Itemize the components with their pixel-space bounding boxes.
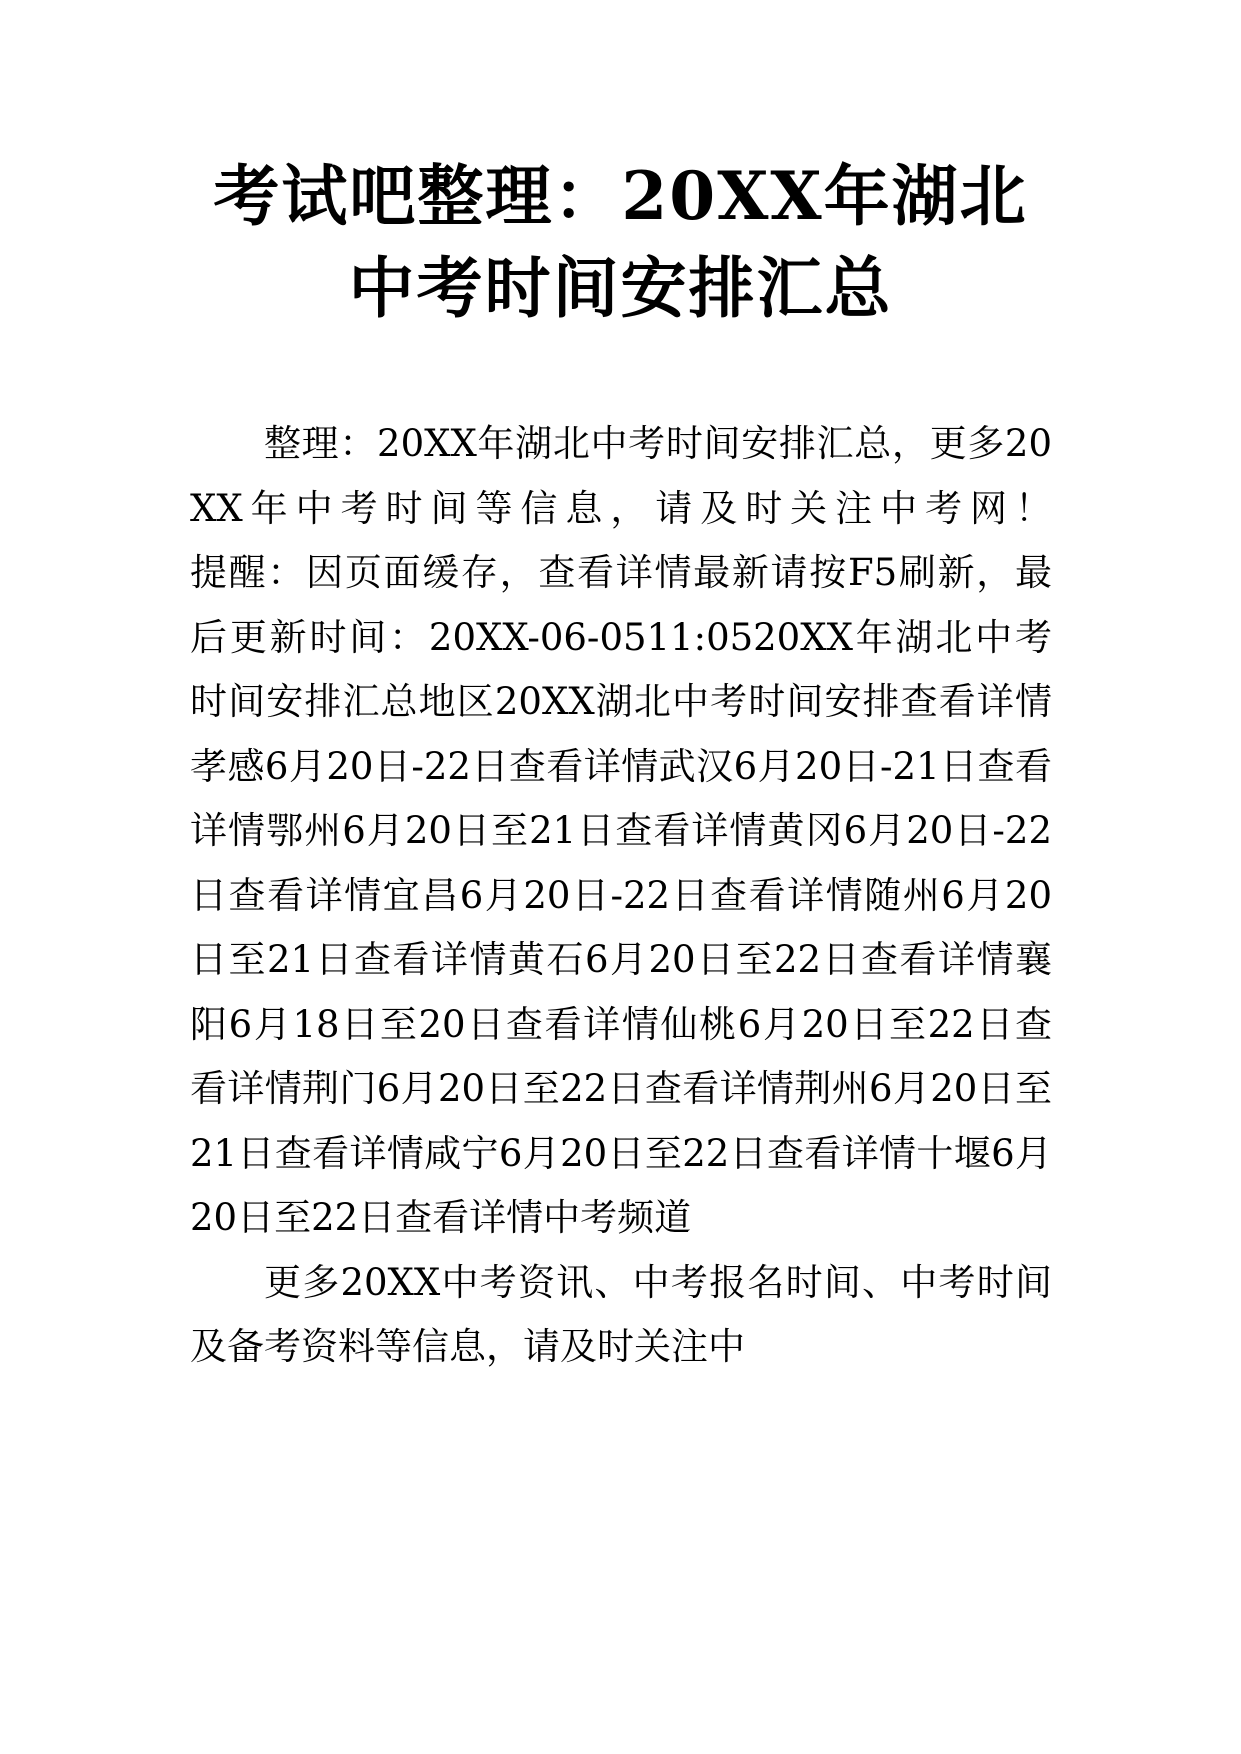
title-line-1: 考试吧整理：20XX年湖北 bbox=[213, 157, 1028, 235]
document-body bbox=[190, 412, 1200, 1380]
title-line-2: 中考时间安排汇总 bbox=[348, 249, 893, 327]
document-title bbox=[150, 150, 1091, 334]
paragraph-1: 整理：20XX年湖北中考时间安排汇总，更多20XX年中考时间等信息，请及时关注中考网！ 提醒：因页面缓存，查看详情最新请按F5刷新，最后更新时间：20XX-06-0511:0520XX年湖北中考时间安排汇总地区20XX湖北中考时间安排查看详情孝感6月20日-22日查看详情武汉6月20日-21日查看详情鄂州6月20日至21日查看详情黄冈6月20日-22日查看详情宜昌6月20日-22日查看详情随州6月20日至21日查看详情黄石6月20日至22日查看详情襄阳6月18日至20日查看详情仙桃6月20日至22日查看详情荆门6月20日至22日查看详情荆州6月20日至21日查看详情咸宁6月20日至22日查看详情十堰6月20日至22日查看详情中考频道 bbox=[190, 422, 1200, 1239]
paragraph-2: 更多20XX中考资讯、中考报名时间、中考时间及备考资料等信息，请及时关注中 bbox=[190, 1260, 1052, 1368]
